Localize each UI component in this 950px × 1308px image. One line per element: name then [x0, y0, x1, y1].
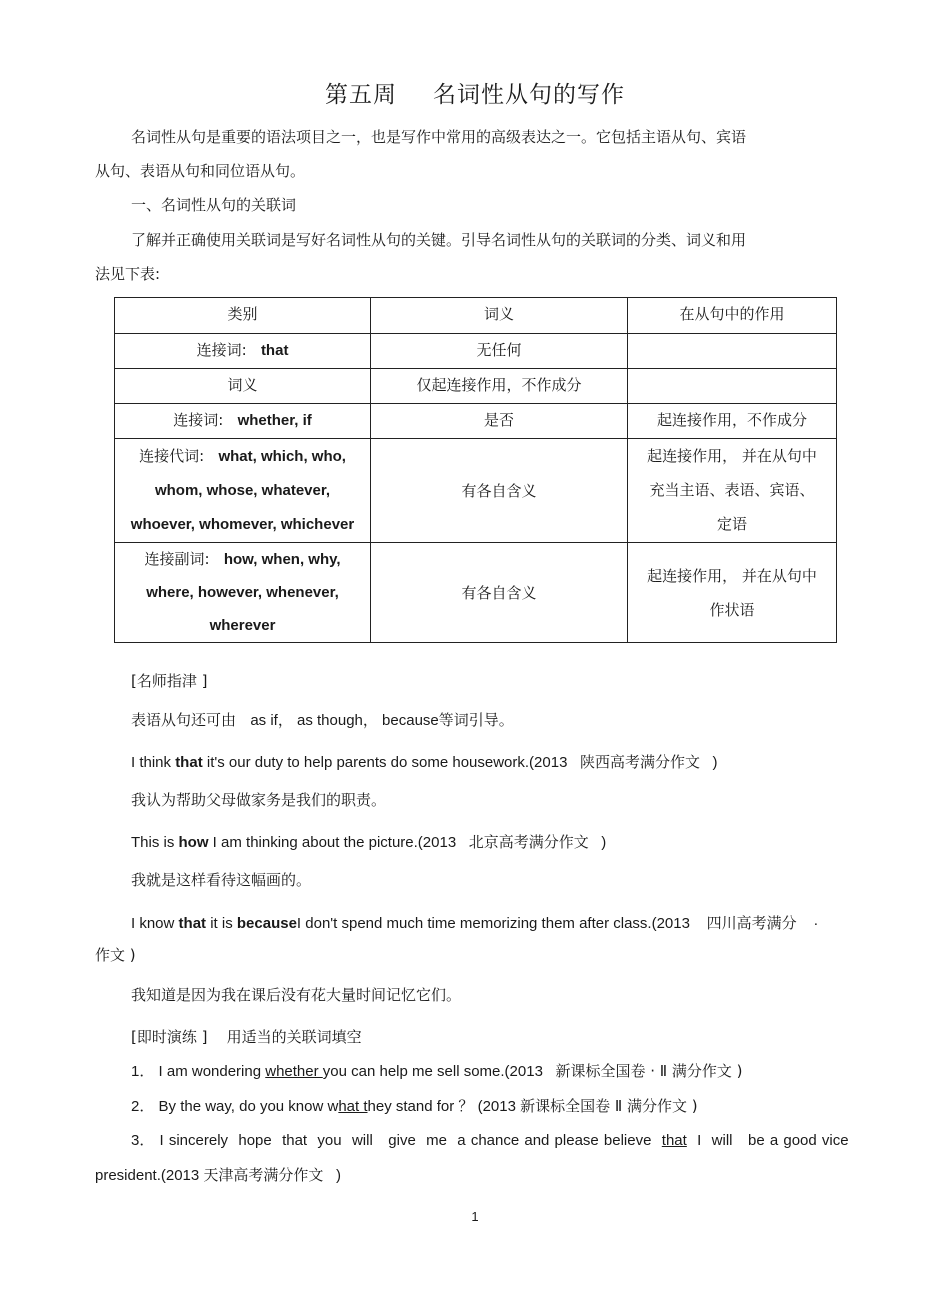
table-header-row [115, 298, 837, 334]
role-line-2: 作状语 [709, 600, 755, 619]
page-number: 1 [471, 1209, 479, 1224]
category-words-3: whoever, whomever, whichever [130, 516, 355, 533]
keyword-that: that [178, 915, 207, 932]
tip-heading: [名师指津 ] [131, 672, 208, 690]
category-label: 连接词: [173, 411, 224, 429]
section-desc-line-1: 了解并正确使用关联词是写好名词性从句的关键。引导名词性从句的关联词的分类、词义和用 [131, 231, 747, 249]
answer-blank: whether [265, 1063, 323, 1080]
answer-blank: hat t [338, 1098, 368, 1115]
practice-item-1: 1． I am wondering whether you can help me sell some.(2013 新课标全国卷 · Ⅱ 满分作文 ) [131, 1062, 743, 1080]
table-row [115, 369, 837, 404]
example-sentence-1: I think that it's our duty to help parents do some housework.(2013 陕西高考满分作文 ) [131, 753, 718, 771]
category-words-3: wherever [209, 617, 276, 634]
example-translation-3: 我知道是因为我在课后没有花大量时间记忆它们。 [131, 986, 462, 1004]
category-words: whether, if [237, 412, 312, 429]
cell-role [628, 334, 837, 369]
example-translation-2: 我就是这样看待这幅画的。 [131, 871, 312, 889]
category-label: 连接副词: [144, 550, 210, 568]
practice-item-3-cont: president.(2013 天津高考满分作文 ) [95, 1166, 341, 1184]
title-week: 第五周 [325, 82, 397, 108]
example-sentence-2: This is how I am thinking about the picture.(2013 北京高考满分作文 ) [131, 833, 607, 851]
table-row [115, 543, 837, 643]
category-words-2: whom, whose, whatever, [154, 482, 331, 499]
role-line-1: 起连接作用， 并在从句中 [647, 447, 817, 465]
category-label: 连接代词: [139, 447, 205, 465]
header-meaning: 词义 [371, 298, 628, 334]
role-line-1: 起连接作用， 并在从句中 [647, 566, 817, 585]
table-row [115, 404, 837, 439]
cell-category [115, 404, 371, 439]
tip-note: 表语从句还可由 as if， as though， because等词引导。 [131, 711, 514, 729]
cell-category: 词义 [115, 369, 371, 404]
intro-line-1: 名词性从句是重要的语法项目之一，也是写作中常用的高级表达之一。它包括主语从句、宾语 [131, 128, 747, 146]
example-sentence-3-cont: 作文 ) [95, 946, 136, 964]
table-row [115, 334, 837, 369]
cell-category [115, 543, 371, 643]
cell-role [628, 439, 837, 543]
role-line-2: 充当主语、表语、宾语、 [649, 481, 815, 499]
example-translation-1: 我认为帮助父母做家务是我们的职责。 [131, 791, 387, 809]
practice-item-3: 3． I sincerely hope that you will give me a chance and please believe that I will be a good vice [131, 1132, 849, 1149]
category-label: 连接词: [196, 341, 247, 359]
cell-role [628, 543, 837, 643]
cell-meaning: 是否 [371, 404, 628, 439]
page-title [0, 76, 950, 109]
cell-meaning: 无任何 [371, 334, 628, 369]
category-words-2: where, however, whenever, [146, 584, 339, 601]
practice-item-2: 2． By the way, do you know what they stand for ？ (2013 新课标全国卷 Ⅱ 满分作文 ) [131, 1097, 698, 1115]
cell-meaning: 有各自含义 [371, 543, 628, 643]
connector-table [114, 297, 837, 643]
keyword-how: how [178, 834, 209, 851]
practice-instruction: 用适当的关联词填空 [226, 1028, 362, 1046]
keyword-that: that [175, 754, 203, 771]
cell-meaning: 仅起连接作用，不作成分 [371, 369, 628, 404]
section-heading: 一、名词性从句的关联词 [131, 196, 297, 214]
category-words-1: what, which, who, [218, 448, 346, 465]
example-sentence-3: I know that it is becauseI don't spend much time memorizing them after class.(2013 四川高考满分 · [131, 914, 819, 932]
keyword-because: because [236, 915, 297, 932]
category-words-1: how, when, why, [223, 551, 341, 568]
answer-blank: that [661, 1132, 687, 1149]
cell-role [628, 369, 837, 404]
title-topic: 名词性从句的写作 [433, 82, 625, 108]
table-row [115, 439, 837, 543]
practice-heading: [即时演练 ] 用适当的关联词填空 [131, 1028, 362, 1046]
role-line-3: 定语 [716, 515, 747, 533]
category-words: that [260, 342, 289, 359]
cell-meaning: 有各自含义 [371, 439, 628, 543]
cell-category [115, 334, 371, 369]
header-category: 类别 [115, 298, 371, 334]
header-role: 在从句中的作用 [628, 298, 837, 334]
section-desc-line-2: 法见下表: [95, 265, 161, 283]
cell-category [115, 439, 371, 543]
intro-line-2: 从句、表语从句和同位语从句。 [95, 162, 306, 180]
cell-role: 起连接作用，不作成分 [628, 404, 837, 439]
